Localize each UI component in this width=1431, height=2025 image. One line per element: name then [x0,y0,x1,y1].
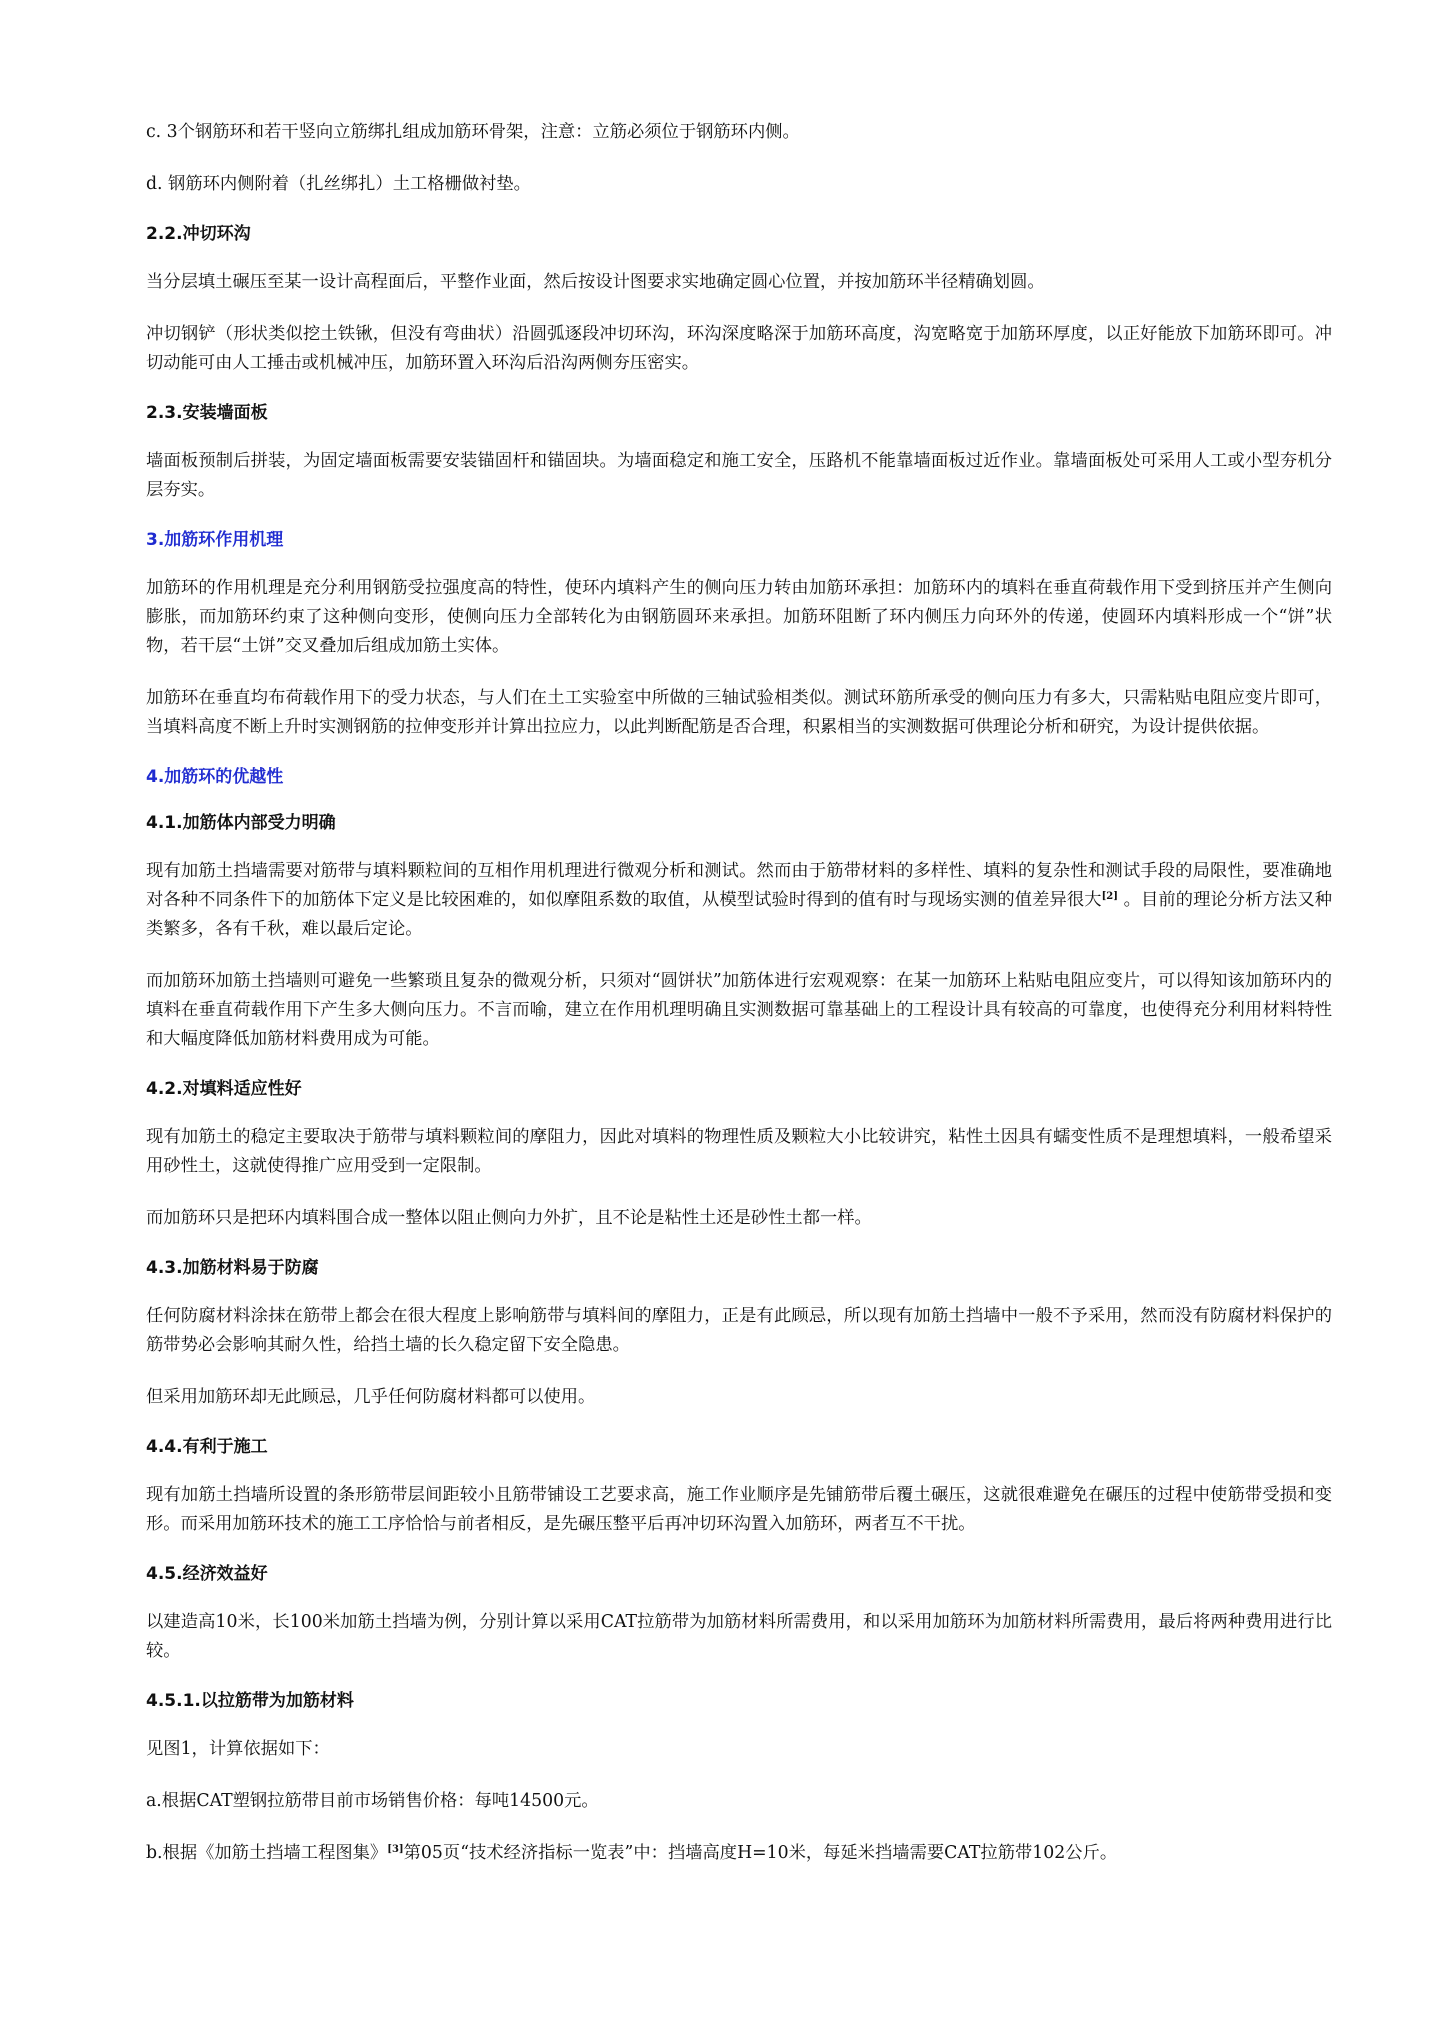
paragraph: 以建造高10米，长100米加筋土挡墙为例，分别计算以采用CAT拉筋带为加筋材料所需费用，和以采用加筋环为加筋材料所需费用，最后将两种费用进行比较。 [146,1612,1332,1661]
paragraph-text: 第05页“技术经济指标一览表”中：挡墙高度H=10米，每延米挡墙需要CAT拉筋带102公斤。 [403,1843,1118,1863]
paragraph-text: b.根据《加筋土挡墙工程图集》 [146,1843,388,1863]
section-heading-4: 4.加筋环的优越性 [146,767,284,787]
section-heading-3: 3.加筋环作用机理 [146,530,284,550]
paragraph: 而加筋环只是把环内填料围合成一整体以阻止侧向力外扩，且不论是粘性土还是砂性土都一样。 [146,1208,872,1228]
document-body [146,118,1332,1891]
paragraph: 冲切钢铲（形状类似挖土铁锹，但没有弯曲状）沿圆弧逐段冲切环沟，环沟深度略深于加筋环高度，沟宽略宽于加筋环厚度，以正好能放下加筋环即可。冲切动能可由人工捶击或机械冲压，加筋环置入环沟后沿沟两侧夯压密实。 [146,324,1332,373]
paragraph-text: 。目前的理论分析方法又种类繁多，各有千秋，难以最后定论。 [146,890,1332,939]
heading-4-1: 4.1.加筋体内部受力明确 [146,813,336,833]
heading-4-5-1: 4.5.1.以拉筋带为加筋材料 [146,1691,354,1711]
heading-4-5: 4.5.经济效益好 [146,1564,268,1584]
paragraph: 现有加筋土挡墙所设置的条形筋带层间距较小且筋带铺设工艺要求高，施工作业顺序是先铺筋带后覆土碾压，这就很难避免在碾压的过程中使筋带受损和变形。而采用加筋环技术的施工工序恰恰与前者相反，是先碾压整平后再冲切环沟置入加筋环，两者互不干扰。 [146,1485,1332,1534]
heading-4-4: 4.4.有利于施工 [146,1437,268,1457]
heading-2-3: 2.3.安装墙面板 [146,403,268,423]
paragraph: 加筋环的作用机理是充分利用钢筋受拉强度高的特性，使环内填料产生的侧向压力转由加筋环承担：加筋环内的填料在垂直荷载作用下受到挤压并产生侧向膨胀，而加筋环约束了这种侧向变形，使侧向压力全部转化为由钢筋圆环来承担。加筋环阻断了环内侧压力向环外的传递，使圆环内填料形成一个“饼”状物，若干层“土饼”交叉叠加后组成加筋土实体。 [146,578,1332,656]
heading-2-2: 2.2.冲切环沟 [146,224,251,244]
paragraph-text: 现有加筋土挡墙需要对筋带与填料颗粒间的互相作用机理进行微观分析和测试。然而由于筋带材料的多样性、填料的复杂性和测试手段的局限性，要准确地对各种不同条件下的加筋体下定义是比较困难的，如似摩阻系数的取值，从模型试验时得到的值有时与现场实测的值差异很大 [146,861,1332,910]
paragraph: 当分层填土碾压至某一设计高程面后，平整作业面，然后按设计图要求实地确定圆心位置，并按加筋环半径精确划圆。 [146,272,1045,292]
paragraph: 任何防腐材料涂抹在筋带上都会在很大程度上影响筋带与填料间的摩阻力，正是有此顾忌，所以现有加筋土挡墙中一般不予采用，然而没有防腐材料保护的筋带势必会影响其耐久性，给挡土墙的长久稳定留下安全隐患。 [146,1306,1332,1355]
paragraph: 但采用加筋环却无此顾忌，几乎任何防腐材料都可以使用。 [146,1387,596,1407]
citation-ref-2[interactable]: [2] [1101,891,1118,902]
list-item-a: a.根据CAT塑钢拉筋带目前市场销售价格：每吨14500元。 [146,1791,599,1811]
paragraph: 墙面板预制后拼装，为固定墙面板需要安装锚固杆和锚固块。为墙面稳定和施工安全，压路机不能靠墙面板过近作业。靠墙面板处可采用人工或小型夯机分层夯实。 [146,451,1332,500]
paragraph: 现有加筋土的稳定主要取决于筋带与填料颗粒间的摩阻力，因此对填料的物理性质及颗粒大小比较讲究，粘性土因具有蠕变性质不是理想填料，一般希望采用砂性土，这就使得推广应用受到一定限制。 [146,1127,1332,1176]
list-item-d: d. 钢筋环内侧附着（扎丝绑扎）土工格栅做衬垫。 [146,174,531,194]
heading-4-2: 4.2.对填料适应性好 [146,1079,302,1099]
paragraph: 加筋环在垂直均布荷载作用下的受力状态，与人们在土工实验室中所做的三轴试验相类似。测试环筋所承受的侧向压力有多大，只需粘贴电阻应变片即可，当填料高度不断上升时实测钢筋的拉伸变形并计算出拉应力，以此判断配筋是否合理，积累相当的实测数据可供理论分析和研究，为设计提供依据。 [146,688,1332,737]
paragraph: 而加筋环加筋土挡墙则可避免一些繁琐且复杂的微观分析，只须对“圆饼状”加筋体进行宏观观察：在某一加筋环上粘贴电阻应变片，可以得知该加筋环内的填料在垂直荷载作用下产生多大侧向压力。不言而喻，建立在作用机理明确且实测数据可靠基础上的工程设计具有较高的可靠度，也使得充分利用材料特性和大幅度降低加筋材料费用成为可能。 [146,971,1332,1049]
citation-ref-3[interactable]: [3] [387,1844,404,1855]
heading-4-3: 4.3.加筋材料易于防腐 [146,1258,319,1278]
list-item-c: c. 3个钢筋环和若干竖向立筋绑扎组成加筋环骨架，注意：立筋必须位于钢筋环内侧。 [146,122,800,142]
list-item-b [146,1839,1332,1868]
paragraph: 见图1，计算依据如下： [146,1739,330,1759]
paragraph [146,857,1332,944]
